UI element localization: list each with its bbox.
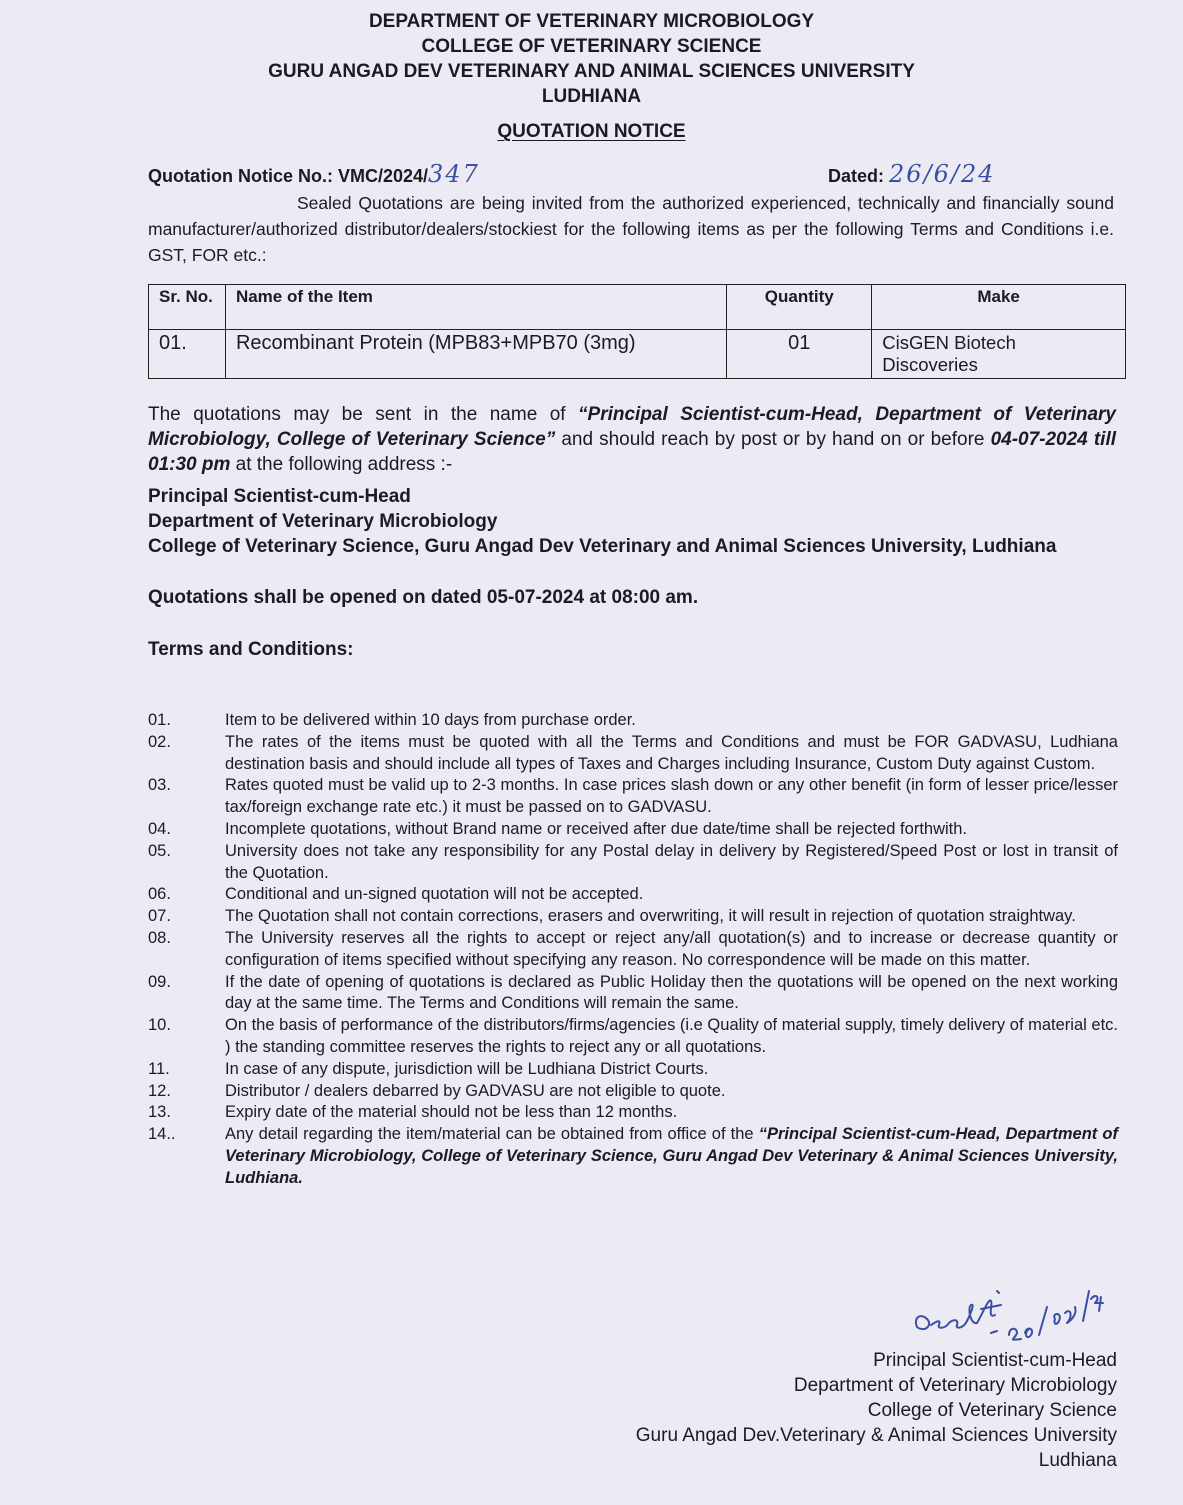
signatory-block — [636, 1348, 1117, 1473]
notice-number-label: Quotation Notice No.: VMC/2024/ — [148, 166, 429, 186]
header-make: Make — [872, 285, 1126, 330]
table-header-row — [149, 285, 1126, 330]
list-item: 12. Distributor / dealers debarred by GADVASU are not eligible to quote. — [148, 1081, 726, 1100]
terms-list — [148, 710, 1118, 1190]
signatory-line-4: Guru Angad Dev.Veterinary & Animal Sciences University — [635, 1425, 1117, 1446]
notice-number — [148, 160, 480, 188]
list-item: 03. Rates quoted must be valid up to 2-3 months. In case prices slash down or any other benefit (in form of lesser price/lesser tax/foreign exchange rate etc.) it must be passed on to GADVASU. — [148, 776, 1118, 817]
para-text-1: The quotations may be sent in the name of — [148, 404, 579, 425]
cell-quantity: 01 — [727, 330, 872, 379]
signatory-line-3: College of Veterinary Science — [867, 1400, 1117, 1421]
list-item: 09. If the date of opening of quotations is declared as Public Holiday then the quotations will be opened on the next working day at the same time. The Terms and Conditions will remain the same. — [148, 972, 1118, 1013]
list-item: 05. University does not take any responsibility for any Postal delay in delivery by Registered/Speed Post or lost in transit of the Quotation. — [148, 841, 1118, 882]
intro-paragraph — [148, 190, 1114, 268]
list-item: 02. The rates of the items must be quoted with all the Terms and Conditions and must be FOR GADVASU, Ludhiana destination basis and should include all types of Taxes and Charges including Insurance, Custom Duty against Custom. — [148, 732, 1118, 773]
list-item: 10. On the basis of performance of the distributors/firms/agencies (i.e Quality of material supply, timely delivery of material etc. ) the standing committee reserves the rights to reject any or all quotations. — [148, 1016, 1118, 1056]
terms-heading: Terms and Conditions: — [148, 639, 354, 660]
list-item: 11. In case of any dispute, jurisdiction will be Ludhiana District Courts. — [148, 1059, 709, 1078]
header-sr-no: Sr. No. — [149, 285, 226, 330]
handwritten-signature-icon — [905, 1283, 1105, 1343]
address-block — [148, 484, 1108, 559]
list-item: 06. Conditional and un-signed quotation will not be accepted. — [148, 885, 644, 904]
address-line-2: Department of Veterinary Microbiology — [148, 511, 498, 532]
header-department: DEPARTMENT OF VETERINARY MICROBIOLOGY — [368, 11, 815, 32]
items-table — [148, 284, 1126, 379]
signatory-line-1: Principal Scientist-cum-Head — [873, 1350, 1117, 1371]
cell-item-name: Recombinant Protein (MPB83+MPB70 (3mg) — [225, 330, 726, 379]
address-line-3: College of Veterinary Science, Guru Angad Dev Veterinary and Animal Sciences University, Ludhiana — [148, 536, 1057, 557]
list-item: 13. Expiry date of the material should not be less than 12 months. — [148, 1103, 678, 1122]
list-item: 04. Incomplete quotations, without Brand name or received after due date/time shall be rejected forthwith. — [148, 819, 968, 838]
header-city: LUDHIANA — [541, 86, 642, 107]
submission-paragraph — [148, 402, 1116, 477]
header-university: GURU ANGAD DEV VETERINARY AND ANIMAL SCIENCES UNIVERSITY — [268, 61, 915, 82]
list-item: 14.. Any detail regarding the item/material can be obtained from office of the “Principal Scientist-cum-Head, Department of Veterinary Microbiology, College of Veterinary Science, Guru Angad Dev Veterinary & Animal Sciences University, Ludhiana. — [148, 1125, 1118, 1187]
list-item: 07. The Quotation shall not contain corrections, erasers and overwriting, it will result in rejection of quotation straightway. — [148, 907, 1076, 926]
para-text-3: at the following address :- — [230, 454, 453, 475]
letterhead — [0, 10, 1183, 110]
header-item-name: Name of the Item — [225, 285, 726, 330]
para-text-2: and should reach by post or by hand on or before — [555, 429, 991, 450]
cell-sr-no: 01. — [149, 330, 226, 379]
para-addressee: “Principal Scientist-cum-Head, Department of Veterinary Microbiology, College of Veterinary Science” — [148, 404, 1116, 450]
header-quantity: Quantity — [727, 285, 872, 330]
para-deadline: 04-07-2024 till 01:30 pm — [148, 429, 1116, 475]
signatory-line-5: Ludhiana — [1038, 1450, 1117, 1471]
table-row — [149, 330, 1126, 379]
intro-text: Sealed Quotations are being invited from the authorized experienced, technically and financially sound manufacturer/authorized distributor/dealers/stockiest for the following items as per the following Terms and Conditions i.e. GST, FOR etc.: — [148, 193, 1114, 265]
list-item: 01. Item to be delivered within 10 days from purchase order. — [148, 711, 636, 729]
dated-label: Dated: — [828, 166, 885, 186]
list-item: 08. The University reserves all the rights to accept or reject any/all quotation(s) and to increase or decrease quantity or configuration of items specified without specifying any reason. No correspondence will be made on this matter. — [148, 928, 1118, 969]
signatory-line-2: Department of Veterinary Microbiology — [793, 1375, 1117, 1396]
notice-number-handwritten: 347 — [428, 160, 480, 188]
notice-title-container — [0, 121, 1183, 143]
header-college: COLLEGE OF VETERINARY SCIENCE — [421, 36, 762, 57]
date-handwritten: 26/6/24 — [889, 160, 996, 188]
cell-make: CisGEN Biotech Discoveries — [872, 330, 1126, 379]
opening-date: Quotations shall be opened on dated 05-07-2024 at 08:00 am. — [148, 587, 699, 608]
notice-date — [828, 160, 996, 188]
notice-title: QUOTATION NOTICE — [497, 121, 686, 142]
address-line-1: Principal Scientist-cum-Head — [148, 486, 411, 507]
